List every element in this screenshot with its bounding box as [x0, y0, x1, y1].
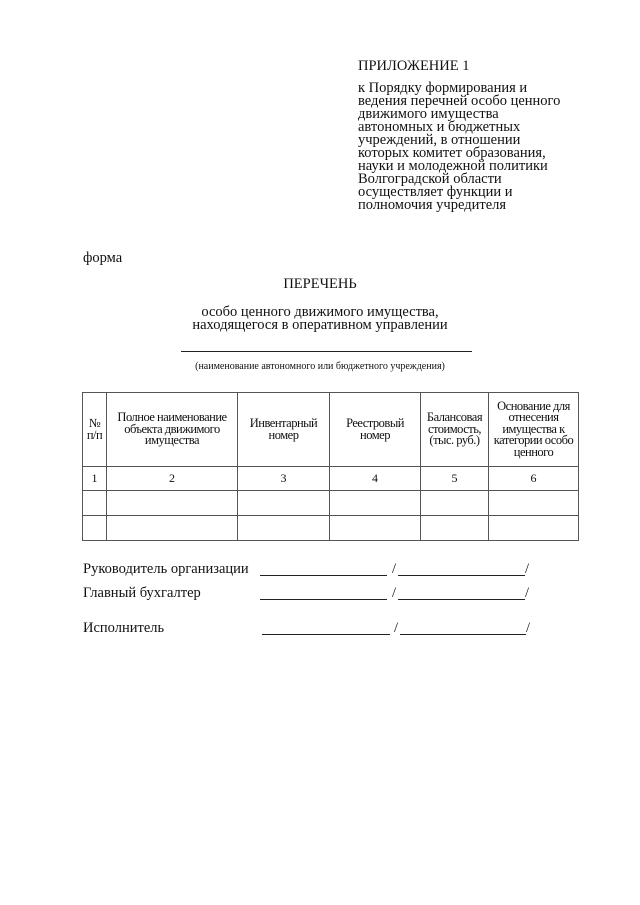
- table-column-numbers-row: [83, 467, 579, 491]
- signature-accountant-slash-end: /: [525, 585, 530, 601]
- form-label: форма: [83, 250, 123, 266]
- signature-accountant-slash: /: [392, 585, 397, 601]
- column-number: 6: [489, 467, 579, 491]
- signature-accountant-label: Главный бухгалтер: [83, 585, 201, 601]
- appendix-text: к Порядку формирования и ведения перечней особо ценного движимого имущества автономных и бюджетных учреждений, в отношении которых комитет образования, науки и молодежной политики Волгоградской области осуществляет функции и полномочия учредителя: [358, 80, 561, 213]
- column-number: 4: [330, 467, 421, 491]
- header-balance-value: Балансовая стоимость, (тыс. руб.): [421, 393, 489, 467]
- header-registry-number: Реестровый номер: [330, 393, 421, 467]
- table-cell[interactable]: [421, 516, 489, 541]
- table-cell[interactable]: [330, 516, 421, 541]
- signature-head-slash: /: [392, 561, 397, 577]
- header-basis: Основание для отнесения имущества к категории особо ценного: [489, 393, 579, 467]
- column-number: 2: [107, 467, 238, 491]
- institution-name-hint: (наименование автономного или бюджетного учреждения): [195, 361, 445, 372]
- institution-name-line: [181, 351, 472, 352]
- table-cell[interactable]: [489, 516, 579, 541]
- property-table: [82, 392, 579, 541]
- signature-head-slash-end: /: [525, 561, 530, 577]
- document-subtitle: особо ценного движимого имущества, находящегося в оперативном управлении: [192, 304, 448, 333]
- table-cell[interactable]: [238, 516, 330, 541]
- header-inventory-number: Инвентарный номер: [238, 393, 330, 467]
- table-cell[interactable]: [238, 491, 330, 516]
- table-cell[interactable]: [83, 491, 107, 516]
- column-number: 3: [238, 467, 330, 491]
- table-header-row: [83, 393, 579, 467]
- signature-executor-slash-end: /: [526, 620, 531, 636]
- signature-executor-name-line[interactable]: [400, 634, 526, 635]
- signature-executor-line[interactable]: [262, 634, 390, 635]
- table-cell[interactable]: [330, 491, 421, 516]
- document-title: ПЕРЕЧЕНЬ: [283, 276, 357, 292]
- signature-executor-label: Исполнитель: [83, 620, 165, 636]
- appendix-block: [358, 57, 588, 212]
- signature-accountant-name-line[interactable]: [398, 599, 525, 600]
- signature-head-label: Руководитель организации: [83, 561, 249, 577]
- table-row: [83, 516, 579, 541]
- header-full-name: Полное наименование объекта движимого имущества: [107, 393, 238, 467]
- column-number: 5: [421, 467, 489, 491]
- table-cell[interactable]: [107, 516, 238, 541]
- table-cell[interactable]: [83, 516, 107, 541]
- table-cell[interactable]: [489, 491, 579, 516]
- table-cell[interactable]: [421, 491, 489, 516]
- signature-head-name-line[interactable]: [398, 575, 525, 576]
- signature-head-line[interactable]: [260, 575, 387, 576]
- appendix-title: ПРИЛОЖЕНИЕ 1: [358, 58, 470, 74]
- table-cell[interactable]: [107, 491, 238, 516]
- table-row: [83, 491, 579, 516]
- signature-executor-slash: /: [394, 620, 399, 636]
- signature-accountant-line[interactable]: [260, 599, 387, 600]
- header-number: № п/п: [83, 393, 107, 467]
- column-number: 1: [83, 467, 107, 491]
